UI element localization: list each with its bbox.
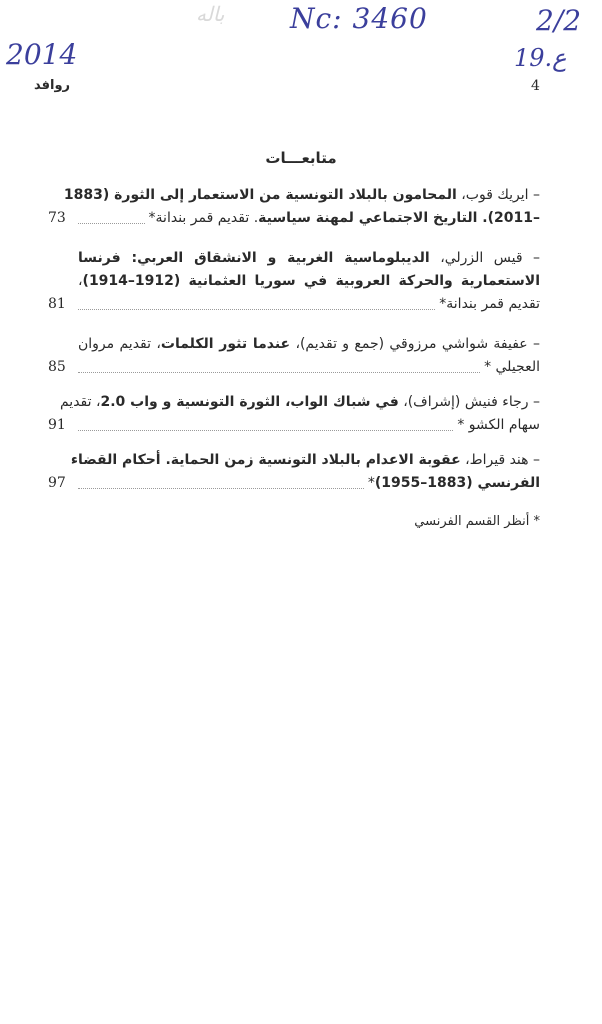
handwritten-shelf-mark: 2/2 xyxy=(536,4,582,37)
toc-entry-line xyxy=(78,293,540,316)
toc-text-segment: – ايريك قوب، xyxy=(456,187,540,203)
toc-title-segment: عندما تثور الكلمات xyxy=(160,336,291,352)
toc-entry xyxy=(78,333,540,379)
handwritten-year: 2014 xyxy=(6,38,78,71)
toc-entry-text xyxy=(457,414,540,437)
toc-page-number: 81 xyxy=(48,296,66,312)
toc-title-segment: في شباك الواب، الثورة التونسية و واب 2.0 xyxy=(100,394,399,410)
toc-entry-text xyxy=(484,356,540,379)
journal-name: روافد xyxy=(34,78,71,93)
toc-text-segment: – قيس الزرلي، xyxy=(429,250,540,266)
toc-text-segment: * xyxy=(367,475,375,491)
toc-page-number: 97 xyxy=(48,475,66,491)
toc-entry-line xyxy=(78,270,540,293)
toc-entry xyxy=(78,247,540,316)
toc-title-segment: الفرنسي (1883–1955) xyxy=(374,475,540,491)
toc-entry-line xyxy=(78,247,540,270)
dot-leader xyxy=(78,308,435,310)
toc-page-number: 91 xyxy=(48,417,66,433)
toc-entry-line xyxy=(78,207,540,230)
toc-entry-line xyxy=(63,184,540,207)
toc-title-segment: المحامون بالبلاد التونسية من الاستعمار إلى الثورة (1883 xyxy=(63,187,457,203)
toc-entry-text xyxy=(439,293,540,316)
toc-entry-line xyxy=(78,333,540,356)
toc-text-segment: ، xyxy=(78,273,83,289)
dot-leader xyxy=(78,371,480,373)
toc-title-segment: الديبلوماسية الغربية و الانشقاق العربي: فرنسا xyxy=(78,250,430,266)
dot-leader xyxy=(78,222,145,224)
toc-entry-text xyxy=(368,472,540,495)
toc-entry-line xyxy=(70,449,540,472)
toc-entry xyxy=(59,391,540,437)
faint-handwriting: ﺑﺎﻟﻪ xyxy=(196,2,225,26)
toc-entry-text xyxy=(149,207,540,230)
toc-text-segment: – رجاء فنيش (إشراف)، xyxy=(398,394,540,410)
dot-leader xyxy=(78,487,364,489)
handwritten-code: 19.ع xyxy=(514,44,567,72)
section-title: متابعـــات xyxy=(265,149,337,167)
toc-page-number: 85 xyxy=(48,359,66,375)
dot-leader xyxy=(78,429,453,431)
toc-text-segment: ، تقديم xyxy=(59,394,101,410)
toc-text-segment: سهام الكشو * xyxy=(457,417,540,433)
toc-text-segment: ، تقديم مروان xyxy=(78,336,161,352)
toc-text-segment: العجيلي * xyxy=(484,359,540,375)
page-number: 4 xyxy=(531,78,540,94)
toc-entry xyxy=(70,449,540,495)
toc-title-segment: الاستعمارية والحركة العروبية في سوريا العثمانية (1912–1914) xyxy=(82,273,540,289)
handwritten-call-number: Nc: 3460 xyxy=(290,2,428,35)
toc-entry-line xyxy=(59,391,540,414)
toc-page-number: 73 xyxy=(48,210,66,226)
toc-text-segment: – هند قيراط، xyxy=(460,452,540,468)
toc-entry xyxy=(63,184,540,230)
toc-title-segment: –2011). التاريخ الاجتماعي لمهنة سياسية xyxy=(258,210,540,226)
toc-text-segment: – عفيفة شواشي مرزوقي (جمع و تقديم)، xyxy=(290,336,540,352)
footnote: * أنظر القسم الفرنسي xyxy=(414,514,540,529)
toc-entry-line xyxy=(78,356,540,379)
toc-entry-line xyxy=(78,414,540,437)
toc-entry-line xyxy=(78,472,540,495)
toc-text-segment: . تقديم قمر بندانة* xyxy=(148,210,259,226)
toc-text-segment: تقديم قمر بندانة* xyxy=(439,296,540,312)
toc-title-segment: عقوبة الاعدام بالبلاد التونسية زمن الحماية. أحكام القضاء xyxy=(70,452,461,468)
